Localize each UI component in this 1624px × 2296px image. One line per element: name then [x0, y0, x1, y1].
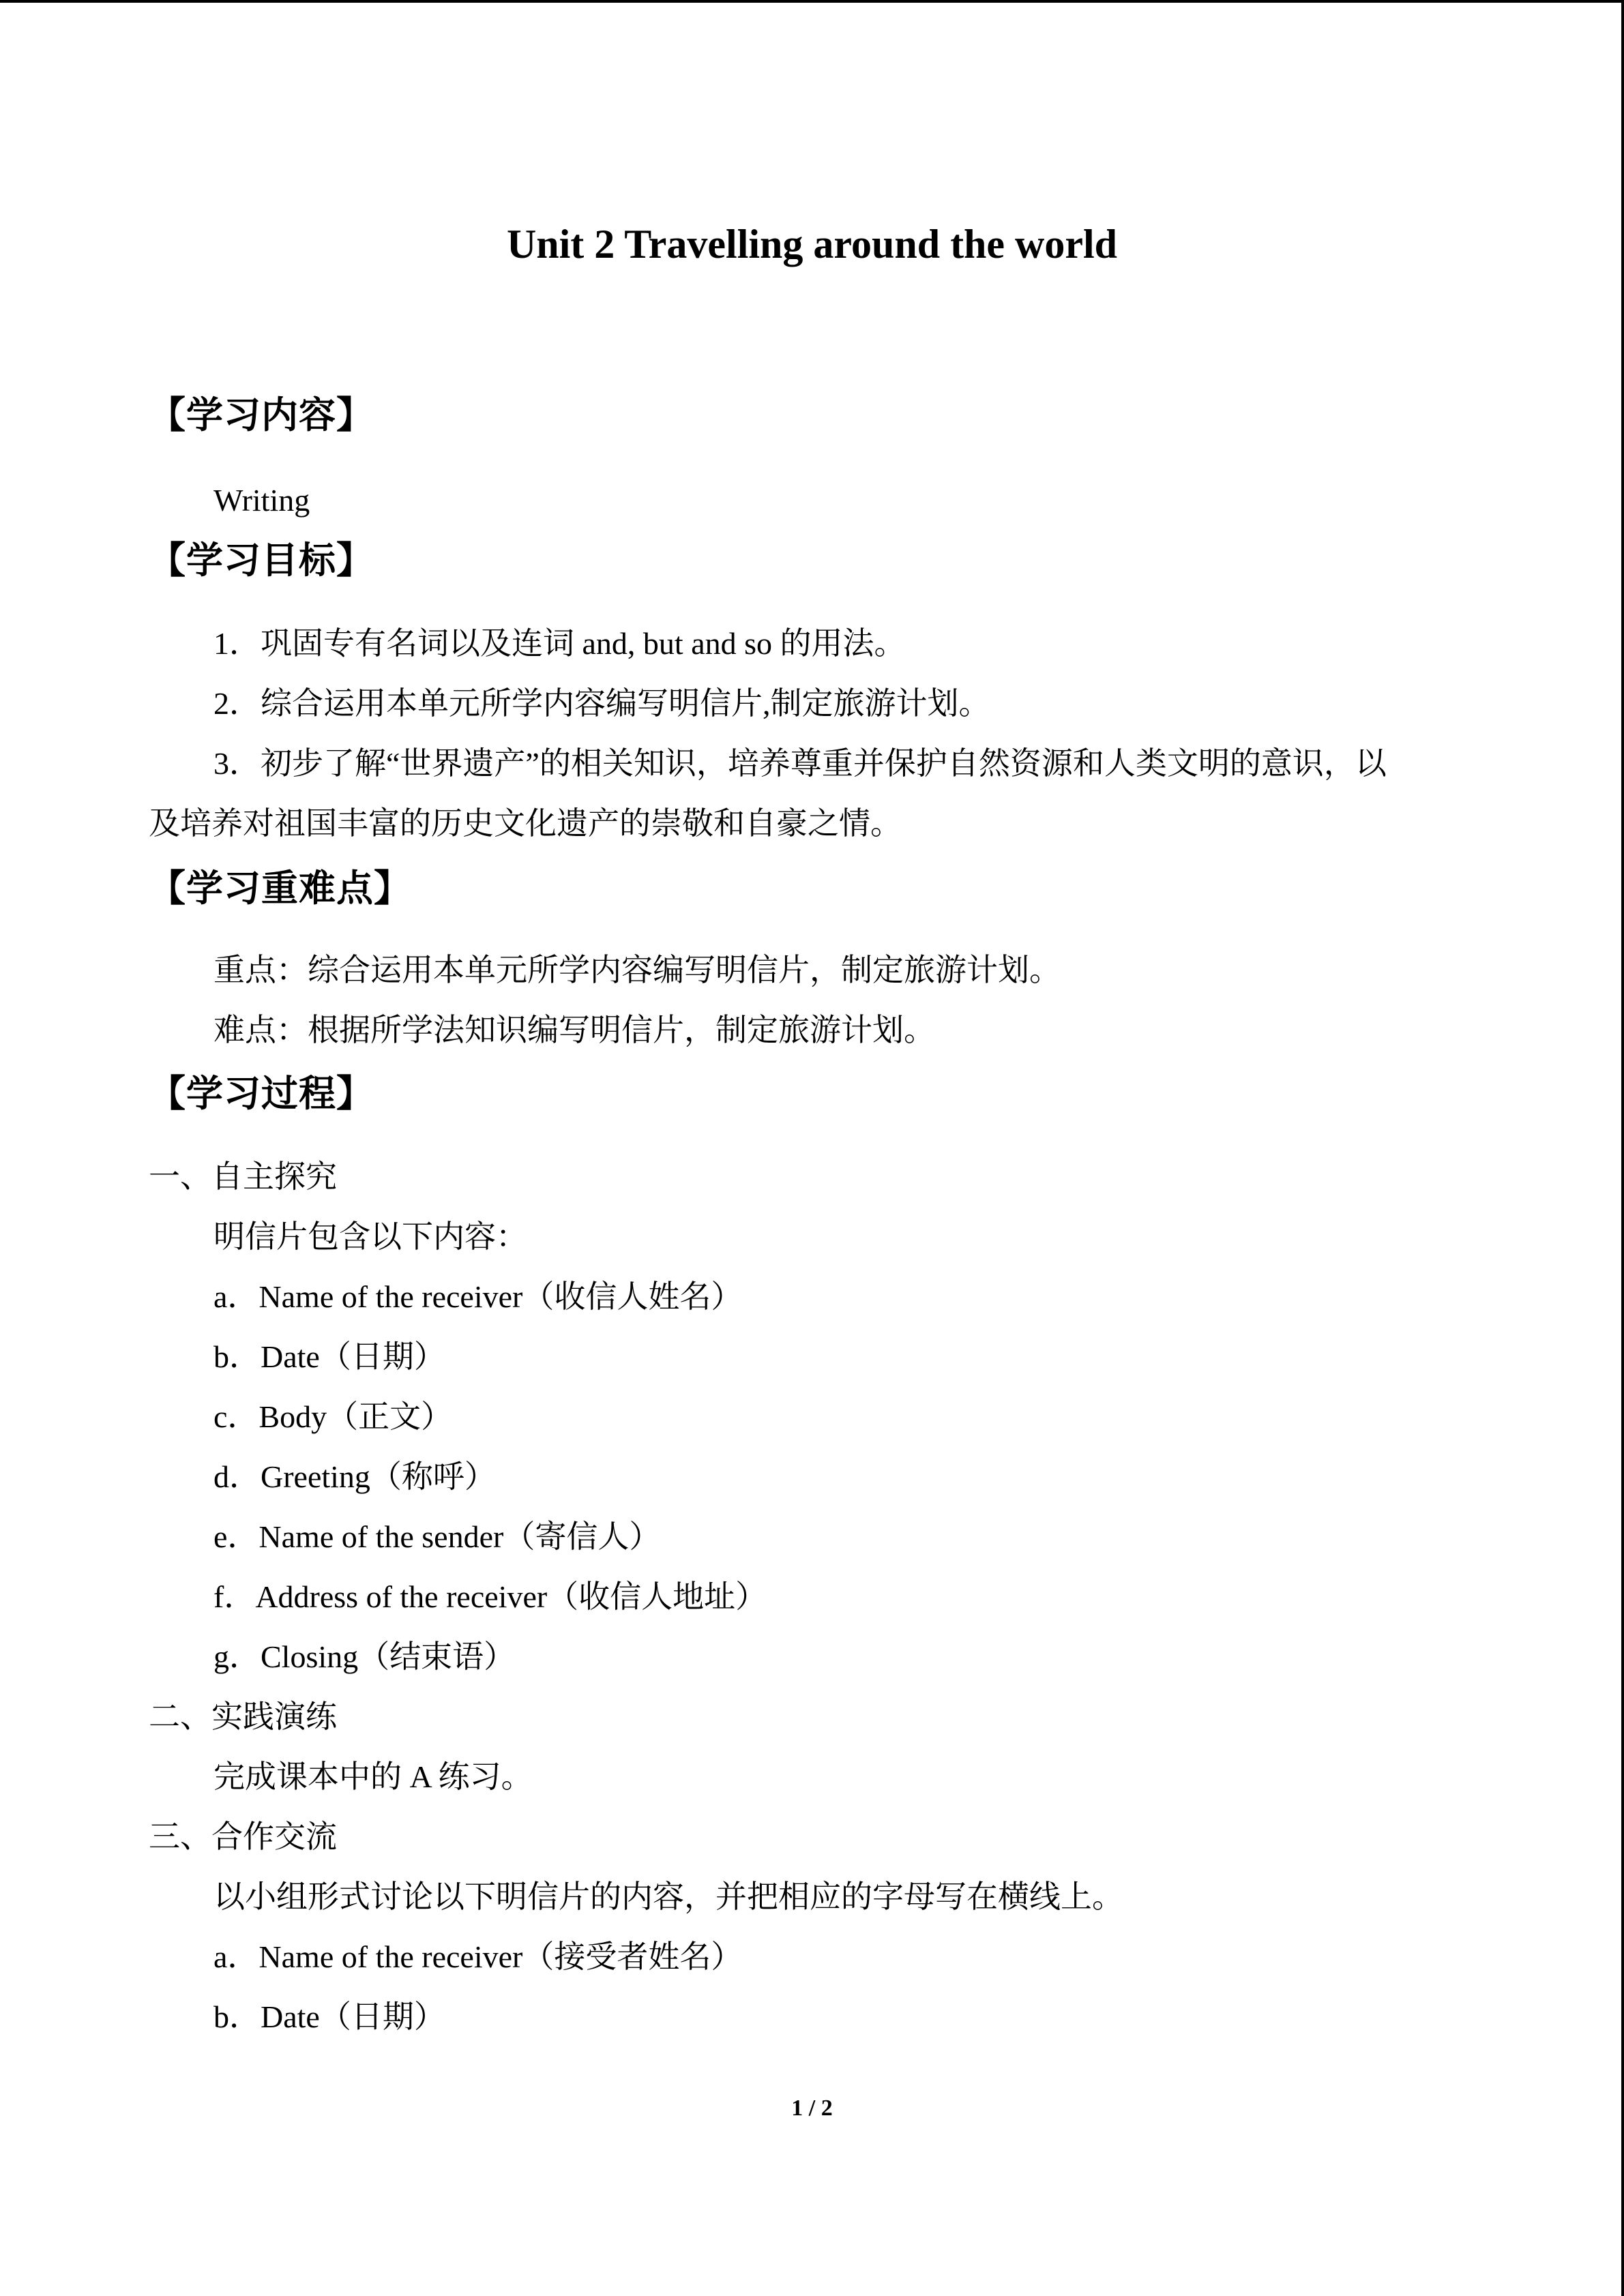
part3-label: 三、合作交流 [149, 1819, 337, 1854]
part2-text: 完成课本中的 A 练习。 [213, 1759, 533, 1794]
postcard-item-e: e．Name of the sender（寄信人） [213, 1519, 661, 1554]
heading-learning-process: 【学习过程】 [149, 1072, 374, 1115]
postcard-item-d: d．Greeting（称呼） [213, 1459, 496, 1494]
objective-item-2: 2．综合运用本单元所学内容编写明信片,制定旅游计划。 [213, 686, 990, 721]
discussion-item-a: a．Name of the receiver（接受者姓名） [213, 1939, 743, 1974]
part2-label: 二、实践演练 [149, 1699, 337, 1734]
document-title: Unit 2 Travelling around the world [506, 222, 1118, 267]
part1-label: 一、自主探究 [149, 1159, 337, 1194]
objective-item-3-continued: 及培养对祖国丰富的历史文化遗产的崇敬和自豪之情。 [149, 806, 902, 841]
postcard-item-b: b．Date（日期） [213, 1339, 445, 1374]
postcard-item-g: g．Closing（结束语） [213, 1639, 516, 1674]
heading-key-difficult-points: 【学习重难点】 [149, 867, 411, 910]
part3-intro: 以小组形式讨论以下明信片的内容，并把相应的字母写在横线上。 [213, 1879, 1123, 1914]
postcard-item-c: c．Body（正文） [213, 1399, 453, 1434]
discussion-item-b: b．Date（日期） [213, 1999, 445, 2034]
objective-item-1: 1．巩固专有名词以及连词 and, but and so 的用法。 [213, 626, 906, 661]
key-point-text: 重点：综合运用本单元所学内容编写明信片，制定旅游计划。 [213, 953, 1061, 987]
objective-item-3: 3．初步了解“世界遗产”的相关知识，培养尊重并保护自然资源和人类文明的意识，以 [213, 746, 1387, 781]
heading-learning-content: 【学习内容】 [149, 393, 374, 436]
difficult-point-text: 难点：根据所学法知识编写明信片，制定旅游计划。 [213, 1013, 935, 1047]
part1-intro: 明信片包含以下内容： [213, 1219, 527, 1254]
learning-content-text: Writing [213, 483, 310, 518]
page-number: 1 / 2 [791, 2096, 833, 2121]
postcard-item-a: a．Name of the receiver（收信人姓名） [213, 1279, 743, 1314]
postcard-item-f: f．Address of the receiver（收信人地址） [213, 1579, 767, 1614]
heading-learning-objectives: 【学习目标】 [149, 539, 374, 582]
